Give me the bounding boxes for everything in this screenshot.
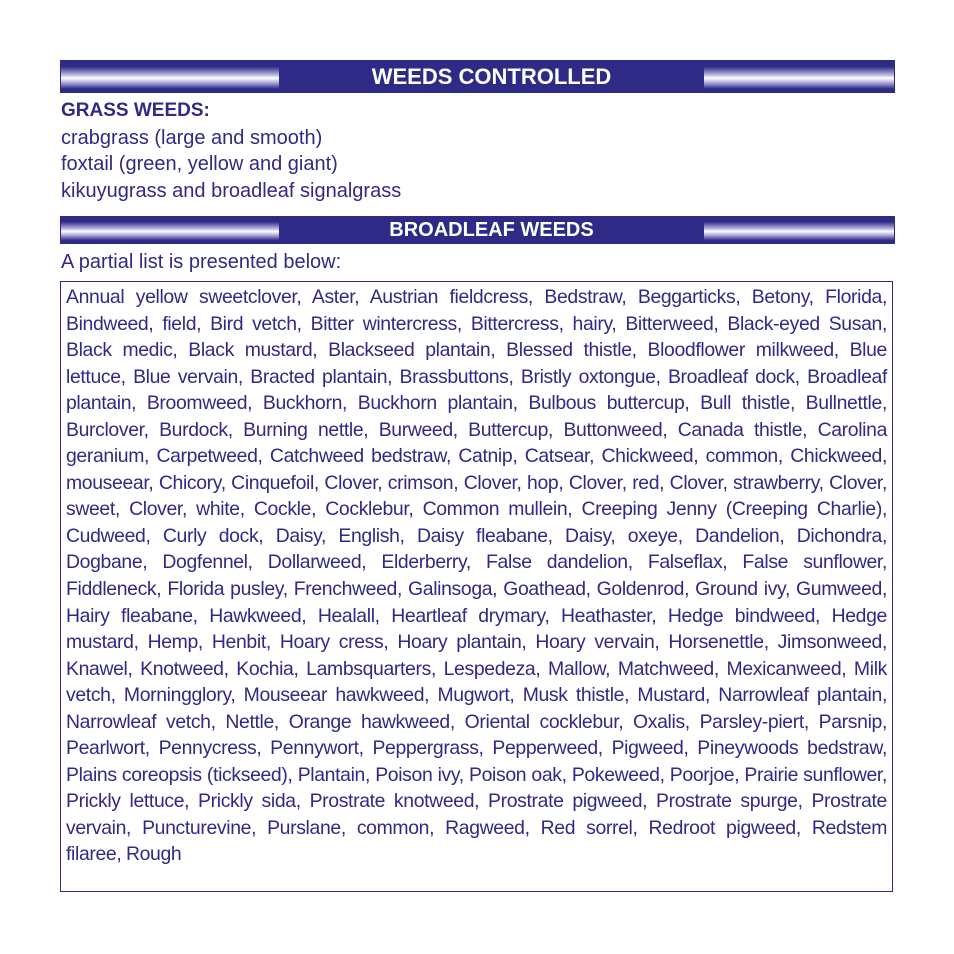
broadleaf-weeds-list-box (60, 281, 893, 892)
partial-list-intro: A partial list is presented below: (61, 251, 342, 273)
grass-weeds-section (61, 98, 401, 204)
broadleaf-weeds-heading: BROADLEAF WEEDS (279, 216, 704, 244)
grass-weed-item: crabgrass (large and smooth) (61, 126, 323, 149)
weeds-controlled-banner (60, 60, 895, 93)
broadleaf-weeds-list: Annual yellow sweetclover, Aster, Austrian fieldcress, Bedstraw, Beggarticks, Betony, Florida, Bindweed, field, Bird vetch, Bitter wintercress, Bittercress, hairy, Bitterweed, Black-eyed Susan, Black medic, Black mustard, Blackseed plantain, Blessed thistle, Bloodflower milkweed, Blue lettuce, Blue vervain, Bracted plantain, Brassbuttons, Bristly oxtongue, Broadleaf dock, Broadleaf plantain, Broomweed, Buckhorn, Buckhorn plantain, Bulbous buttercup, Bull thistle, Bullnettle, Burclover, Burdock, Burning nettle, Burweed, Buttercup, Buttonweed, Canada thistle, Carolina geranium, Carpetweed, Catchweed bedstraw, Catnip, Catsear, Chickweed, common, Chickweed, mouseear, Chicory, Cinquefoil, Clover, crimson, Clover, hop, Clover, red, Clover, strawberry, Clover, sweet, Clover, white, Cockle, Cocklebur, Common mullein, Creeping Jenny (Creeping Charlie), Cudweed, Curly dock, Daisy, English, Daisy fleabane, Daisy, oxeye, Dandelion, Dichondra, Dogbane, Dogfennel, Dollarweed, Elderberry, False dandelion, Falseflax, False sunflower, Fiddleneck, Florida pusley, Frenchweed, Galinsoga, Goathead, Goldenrod, Ground ivy, Gumweed, Hairy fleabane, Hawkweed, Healall, Heartleaf drymary, Heathaster, Hedge bindweed, Hedge mustard, Hemp, Henbit, Hoary cress, Hoary plantain, Hoary vervain, Horsenettle, Jimsonweed, Knawel, Knotweed, Kochia, Lambsquarters, Lespedeza, Mallow, Matchweed, Mexicanweed, Milk vetch, Morningglory, Mouseear hawkweed, Mugwort, Musk thistle, Mustard, Narrowleaf plantain, Narrowleaf vetch, Nettle, Orange hawkweed, Oriental cocklebur, Oxalis, Parsley-piert, Parsnip, Pearlwort, Pennycress, Pennywort, Peppergrass, Pepperweed, Pigweed, Pineywoods bedstraw, Plains coreopsis (tickseed), Plantain, Poison ivy, Poison oak, Pokeweed, Poorjoe, Prairie sunflower, Prickly lettuce, Prickly sida, Prostrate knotweed, Prostrate pigweed, Prostrate spurge, Prostrate vervain, Puncturevine, Purslane, common, Ragweed, Red sorrel, Redroot pigweed, Redstem filaree, Rough (66, 286, 887, 866)
weeds-controlled-heading: WEEDS CONTROLLED (279, 60, 704, 93)
broadleaf-weeds-banner (60, 216, 895, 244)
grass-weed-item: foxtail (green, yellow and giant) (61, 153, 338, 175)
grass-weed-item: kikuyugrass and broadleaf signalgrass (61, 179, 402, 202)
grass-weeds-heading: GRASS WEEDS: (61, 100, 210, 121)
